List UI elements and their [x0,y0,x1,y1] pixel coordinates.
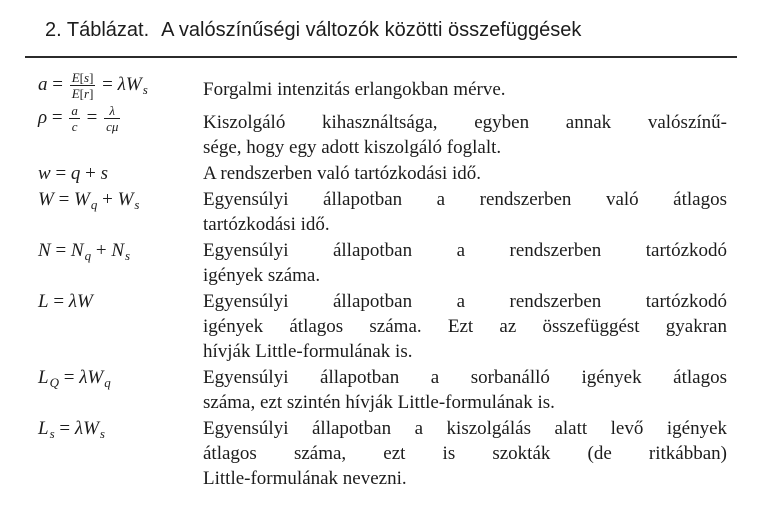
table-row [38,238,730,288]
math-variable: cμ [106,119,119,134]
math-variable: L [38,367,49,388]
math-variable: L [38,291,49,312]
fraction [70,70,96,101]
description-cell [203,416,727,491]
table-row [38,416,730,491]
math-variable: w [38,163,51,184]
fraction-denominator [104,118,120,134]
table-caption-text: A valószínűségi változók közötti összefüggések [161,19,582,41]
table-caption-label: 2. Táblázat. [45,19,150,41]
math-subscript: q [90,197,98,212]
table-row [38,161,730,186]
math-operator: ] [89,86,94,101]
math-subscript: s [49,426,55,441]
table-row [38,187,730,237]
math-variable: q [70,163,81,184]
description-line: sége, hogy egy adott kiszolgáló foglalt. [203,137,502,158]
fraction [69,103,80,134]
fraction-numerator [104,103,120,118]
math-subscript: s [134,197,140,212]
math-operator: = [53,189,75,210]
math-operator: + [91,240,112,261]
math-variable: λW [117,73,142,95]
math-subscript: q [84,248,92,263]
formula-cell [38,103,203,134]
description-cell [203,70,727,102]
math-variable: W [117,189,134,210]
math-subscript: Q [49,375,59,390]
math-operator: = [47,73,68,95]
math-operator: [ [79,70,85,85]
math-variable: s [100,163,109,184]
fraction-denominator [70,85,96,101]
math-operator: [ [79,86,85,101]
math-variable: N [111,240,124,261]
description-line: hívják Little-formulának is. [203,341,413,362]
description-line: Forgalmi intenzitás erlangokban mérve. [203,79,506,100]
math-operator: ] [89,70,94,85]
table-row [38,289,730,364]
math-operator: = [54,418,75,439]
math-variable: λW [79,367,104,388]
math-variable: λW [74,418,99,439]
description-line: tartózkodási idő. [203,214,330,235]
math-variable: λ [109,103,116,118]
table-row [38,70,730,102]
relations-table [38,70,730,492]
table-caption [45,17,581,43]
formula-cell [38,187,203,213]
math-operator: + [97,189,118,210]
table-top-rule [25,56,737,58]
math-variable: a [71,103,78,118]
fraction-numerator [70,70,96,85]
math-variable: L [38,418,49,439]
math-operator: = [97,73,118,95]
table-row [38,365,730,415]
fraction-denominator [69,118,80,134]
fraction-numerator [69,103,80,118]
formula-cell [38,70,203,101]
description-cell [203,187,727,237]
description-line: Egyensúlyi állapotban a rendszerben tartózkodó [203,240,727,261]
formula-cell [38,289,203,314]
description-cell [203,103,727,160]
formula-cell [38,161,203,186]
math-variable: N [70,240,84,261]
math-variable: c [71,119,78,134]
math-variable: s [84,70,90,85]
description-cell [203,161,727,186]
math-variable: N [38,240,51,261]
description-line: igények száma. [203,265,321,286]
math-subscript: s [125,248,131,263]
description-line: igények átlagos száma. Ezt az összefüggést gyakran [203,316,727,337]
math-variable: W [38,189,54,210]
description-line: átlagos száma, ezt is szokták (de ritkábban) [203,443,727,464]
description-line: Egyensúlyi állapotban a rendszerben való átlagos [203,189,727,210]
description-cell [203,289,727,364]
math-variable: E [71,70,80,85]
math-operator: + [80,163,101,184]
math-variable: a [38,73,48,95]
math-variable: W [74,189,90,210]
formula-cell [38,365,203,391]
math-variable: E [71,86,80,101]
math-subscript: s [142,81,148,97]
description-line: A rendszerben való tartózkodási idő. [203,163,482,184]
description-line: Kiszolgáló kihasználtsága, egyben annak valószínű- [203,112,727,133]
math-operator: = [50,240,71,261]
description-line: Egyensúlyi állapotban a rendszerben tartózkodó [203,291,727,312]
description-cell [203,365,727,415]
math-operator: = [48,291,69,312]
description-line: Little-formulának nevezni. [203,468,407,489]
description-line: Egyensúlyi állapotban a kiszolgálás alatt levő igények [203,418,727,439]
description-line: Egyensúlyi állapotban a sorbanálló igények átlagos [203,367,727,388]
formula-cell [38,416,203,442]
math-subscript: q [104,375,111,390]
math-variable: r [84,86,90,101]
math-operator: = [81,106,103,128]
math-subscript: s [99,426,105,441]
formula-cell [38,238,203,264]
table-row [38,103,730,160]
math-variable: ρ [38,106,48,128]
description-cell [203,238,727,288]
math-operator: = [58,367,80,388]
math-variable: λW [68,291,93,312]
math-operator: = [47,106,68,128]
description-line: száma, ezt szintén hívják Little-formulának is. [203,392,555,413]
fraction [104,103,120,134]
math-operator: = [50,163,71,184]
